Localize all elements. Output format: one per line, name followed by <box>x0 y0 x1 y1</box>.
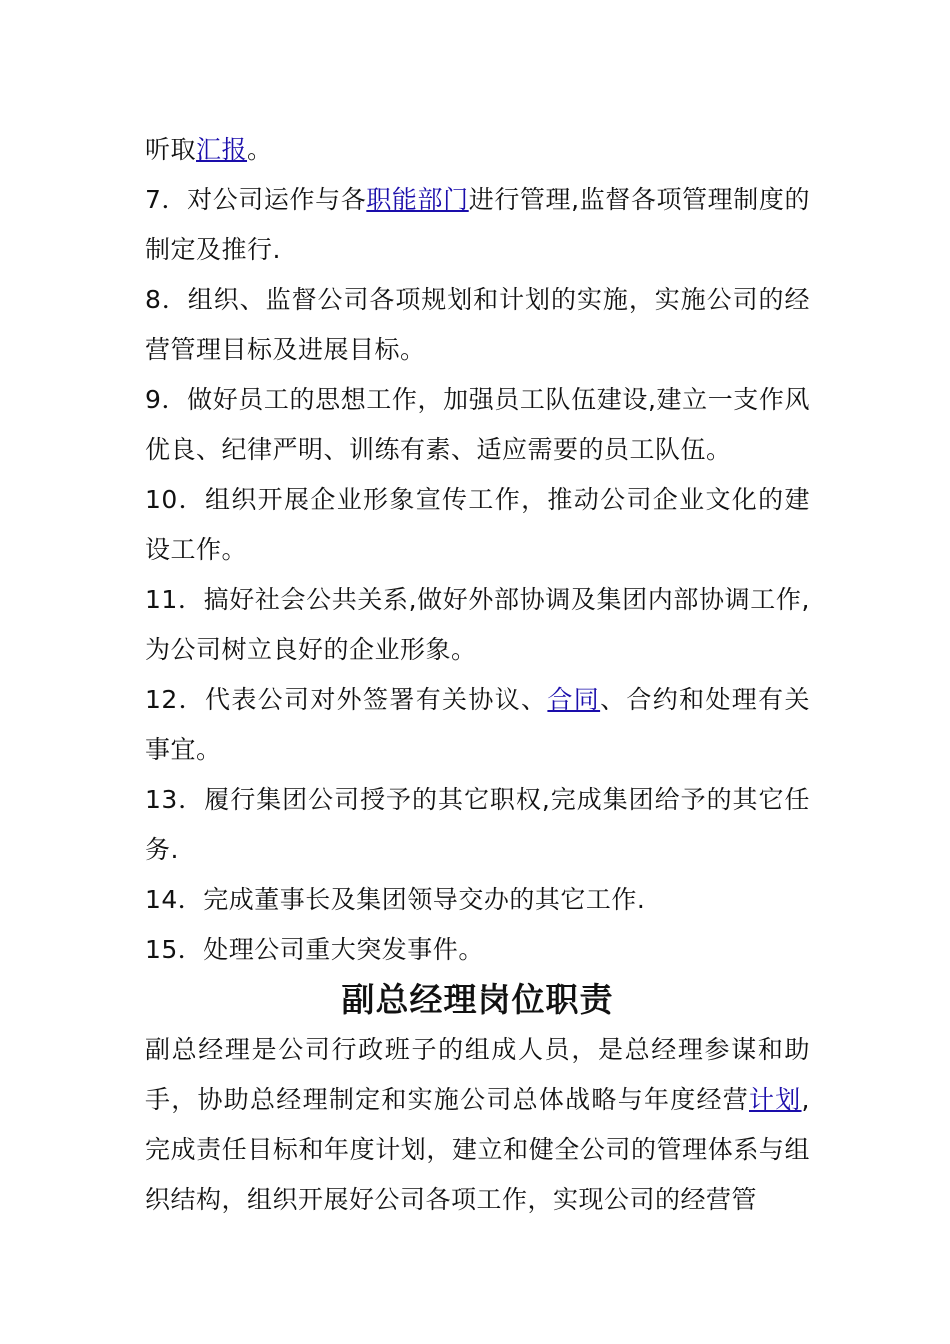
document-page <box>145 125 810 1225</box>
text: 听取 <box>145 135 197 164</box>
item-14: 14．完成董事长及集团领导交办的其它工作. <box>145 885 646 914</box>
item-15: 15．处理公司重大突发事件。 <box>145 935 484 964</box>
item-11: 11．搞好社会公共关系,做好外部协调及集团内部协调工作,为公司树立良好的企业形象。 <box>145 585 810 664</box>
item-10: 10．组织开展企业形象宣传工作，推动公司企业文化的建设工作。 <box>145 485 810 564</box>
item-12 <box>145 675 810 775</box>
link-contract[interactable]: 合同 <box>547 685 601 714</box>
item-7 <box>145 175 810 275</box>
text: 12．代表公司对外签署有关协议、 <box>145 685 548 714</box>
text: 7．对公司运作与各 <box>145 185 367 214</box>
text: ,完成责任目标和年度计划，建立和健全公司的管理体系与组织结构，组织开展好公司各项工作，实现公司的经营管 <box>145 1085 810 1214</box>
text: 副总经理是公司行政班子的组成人员，是总经理参谋和助手，协助总经理制定和实施公司总体战略与年度经营 <box>145 1035 810 1114</box>
item-8: 8．组织、监督公司各项规划和计划的实施，实施公司的经营管理目标及进展目标。 <box>145 285 810 364</box>
intro-paragraph <box>145 1025 810 1225</box>
item-9: 9．做好员工的思想工作，加强员工队伍建设,建立一支作风优良、纪律严明、训练有素、适应需要的员工队伍。 <box>145 385 810 464</box>
link-plan[interactable]: 计划 <box>749 1085 802 1114</box>
section-heading: 副总经理岗位职责 <box>341 980 614 1019</box>
paragraph-report <box>145 125 810 175</box>
link-report[interactable]: 汇报 <box>196 135 248 164</box>
link-functional-departments[interactable]: 职能部门 <box>366 185 469 214</box>
item-13: 13．履行集团公司授予的其它职权,完成集团给予的其它任务. <box>145 785 810 864</box>
text: 进行管理,监督各项管理制度的制定及推行. <box>145 185 810 264</box>
text: 。 <box>247 135 273 164</box>
text: 、合约和处理有关事宜。 <box>145 685 810 764</box>
